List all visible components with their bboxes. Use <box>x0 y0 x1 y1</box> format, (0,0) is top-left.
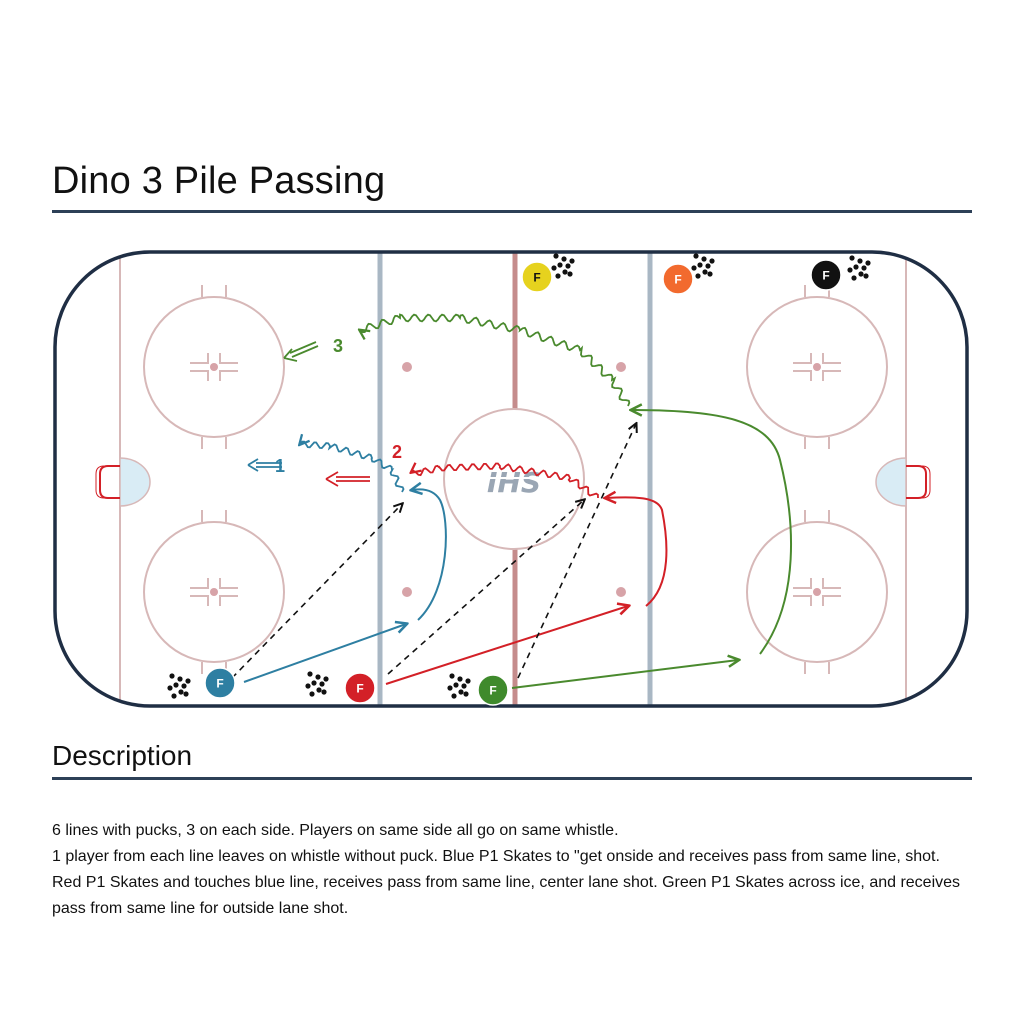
description-line: 1 player from each line leaves on whistle without puck. Blue P1 Skates to "get onside and receives pass from same line, shot. Red P1 Skates and touches blue line, receives pass from same line, center lane shot. Green P1 Skates across ice, and receives pass from same line for outside lane shot. <box>52 848 961 917</box>
player-marker <box>205 668 235 698</box>
player-label: F <box>489 683 497 698</box>
player-label: F <box>674 272 682 287</box>
drill-title: Dino 3 Pile Passing <box>52 160 386 202</box>
faceoff-dot <box>402 362 412 372</box>
player-marker <box>478 675 508 705</box>
player-label: F <box>533 270 541 285</box>
description-heading: Description <box>52 740 193 771</box>
route-label-1: 1 <box>275 456 286 476</box>
description-line: 6 lines with pucks, 3 on each side. Players on same side all go on same whistle. <box>52 822 619 839</box>
description-divider <box>52 777 972 780</box>
player-label: F <box>356 681 364 696</box>
player-label: F <box>822 268 830 283</box>
logo-text: IHS <box>486 466 542 499</box>
player-label: F <box>216 676 224 691</box>
description-text <box>52 818 972 922</box>
faceoff-dot <box>402 587 412 597</box>
faceoff-dot <box>616 362 626 372</box>
player-marker <box>811 260 841 290</box>
player-marker <box>345 673 375 703</box>
route-label-2: 2 <box>392 442 403 462</box>
player-marker <box>663 264 693 294</box>
player-marker <box>522 262 552 292</box>
route-label-3: 3 <box>333 336 344 356</box>
faceoff-dot <box>616 587 626 597</box>
